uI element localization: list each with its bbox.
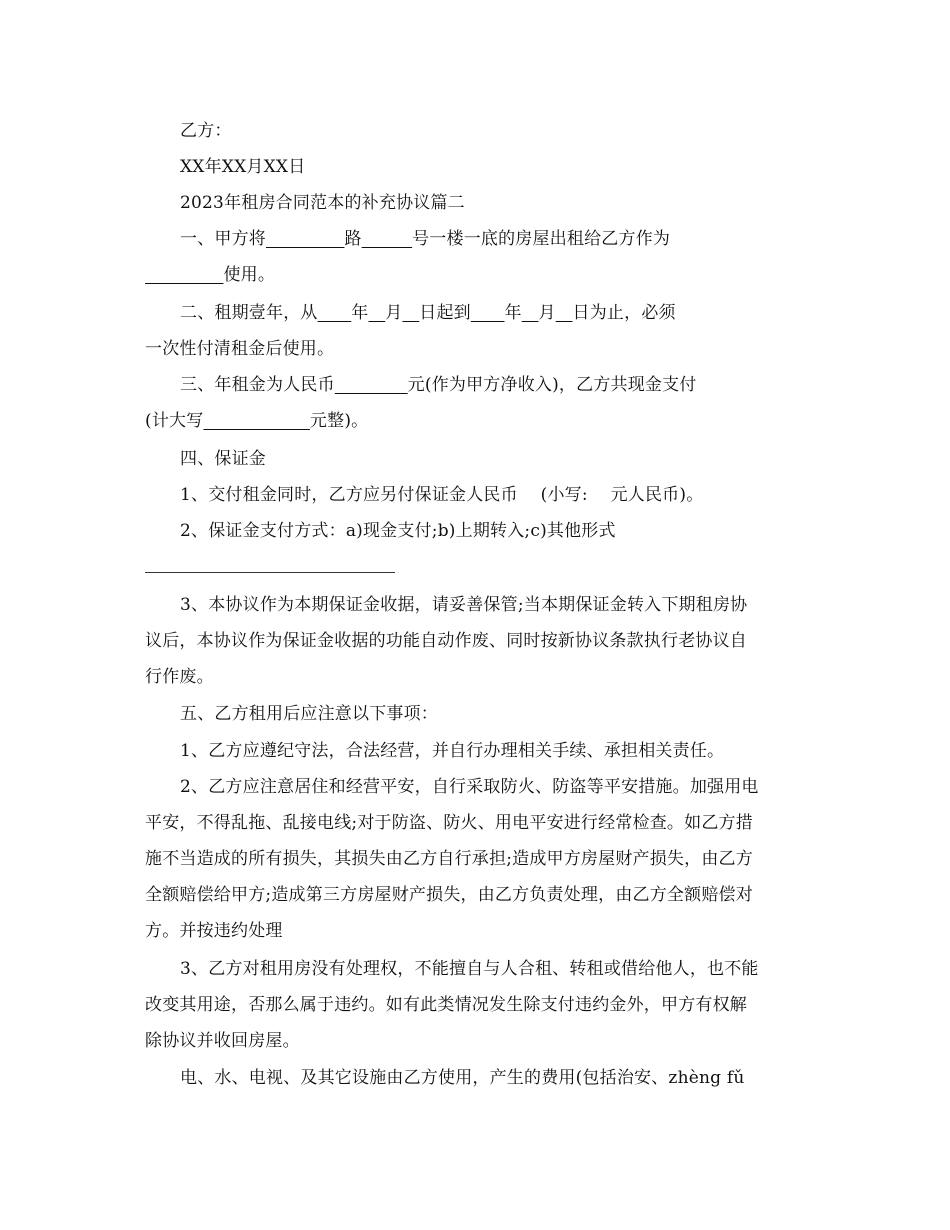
text-segment: 三、年租金为人民币 [180,375,335,395]
text-segment: 月 [538,303,556,323]
text-segment: 年 [504,303,522,323]
clause-3-line-1 [180,374,697,396]
clause-5-item-2-line-4: 全额赔偿给甲方;造成第三方房屋财产损失，由乙方负责处理，由乙方全额赔偿对 [145,885,753,905]
clause-3-line-2 [145,410,368,432]
blank-start-month [368,303,385,323]
blank-start-year [318,303,352,323]
clause-2-line-1 [180,302,676,324]
text-segment: 日为止，必须 [572,303,676,323]
text-segment: 使用。 [223,265,276,285]
clause-1-line-2 [145,264,275,286]
blank-end-month [522,303,539,323]
clause-5-item-2-line-5: 方。并按违约处理 [145,921,283,941]
blank-start-day [402,303,419,323]
clause-5-item-3-line-2: 改变其用途，否那么属于违约。如有此类情况发生除支付违约金外，甲方有权解 [145,995,747,1015]
text-segment: 日起到 [419,303,471,323]
clause-4-item-2: 2、保证金支付方式：a)现金支付;b)上期转入;c)其他形式 [180,521,616,541]
blank-end-day [556,303,573,323]
clause-4-item-3-line-3: 行作废。 [145,667,214,687]
clause-5-item-1: 1、乙方应遵纪守法，合法经营，并自行办理相关手续、承担相关责任。 [180,741,725,761]
blank-number [362,229,412,249]
clause-5-item-2-line-3: 施不当造成的所有损失，其损失由乙方自行承担;造成甲方房屋财产损失，由乙方 [145,849,753,869]
clause-1-line-1 [180,228,670,250]
text-segment: 路 [344,229,362,249]
party-b-label: 乙方： [180,121,232,141]
clause-5-item-2-line-1: 2、乙方应注意居住和经营平安，自行采取防火、防盗等平安措施。加强用电 [180,777,759,797]
utilities-line: 电、水、电视、及其它设施由乙方使用，产生的费用(包括治安、zhèng fǔ [180,1068,745,1088]
clause-5-title: 五、乙方租用后应注意以下事项： [180,704,438,724]
text-segment: 元整)。 [309,411,369,431]
blank-end-year [471,303,505,323]
clause-2-line-2: 一次性付清租金后使用。 [145,339,335,359]
date-line: XX年XX月XX日 [180,157,306,177]
text-segment: 年 [351,303,369,323]
clause-4-item-3-line-2: 议后，本协议作为保证金收据的功能自动作废、同时按新协议条款执行老协议自 [145,631,747,651]
text-segment: 月 [385,303,403,323]
clause-5-item-2-line-2: 平安，不得乱拖、乱接电线;对于防盗、防火、用电平安进行经常检查。如乙方措 [145,813,753,833]
text-segment: 一、甲方将 [180,229,266,249]
clause-4-item-3-line-1: 3、本协议作为本期保证金收据，请妥善保管;当本期保证金转入下期租房协 [180,595,748,615]
text-segment: 号一楼一底的房屋出租给乙方作为 [412,229,671,249]
blank-usage [145,265,223,285]
clause-5-item-3-line-1: 3、乙方对租用房没有处理权，不能擅自与人合租、转租或借给他人，也不能 [180,959,759,979]
clause-4-title: 四、保证金 [180,449,266,469]
blank-other-form-line [145,572,395,573]
text-segment: 元(作为甲方净收入)，乙方共现金支付 [407,375,697,395]
text-segment: 二、租期壹年，从 [180,303,318,323]
section-title: 2023年租房合同范本的补充协议篇二 [180,193,465,213]
text-segment: (计大写 [145,411,204,431]
blank-rent-amount [335,375,408,395]
blank-road [266,229,344,249]
blank-amount-in-words [203,411,309,431]
clause-5-item-3-line-3: 除协议并收回房屋。 [145,1031,300,1051]
clause-4-item-1: 1、交付租金同时，乙方应另付保证金人民币 (小写: 元人民币)。 [180,485,704,505]
